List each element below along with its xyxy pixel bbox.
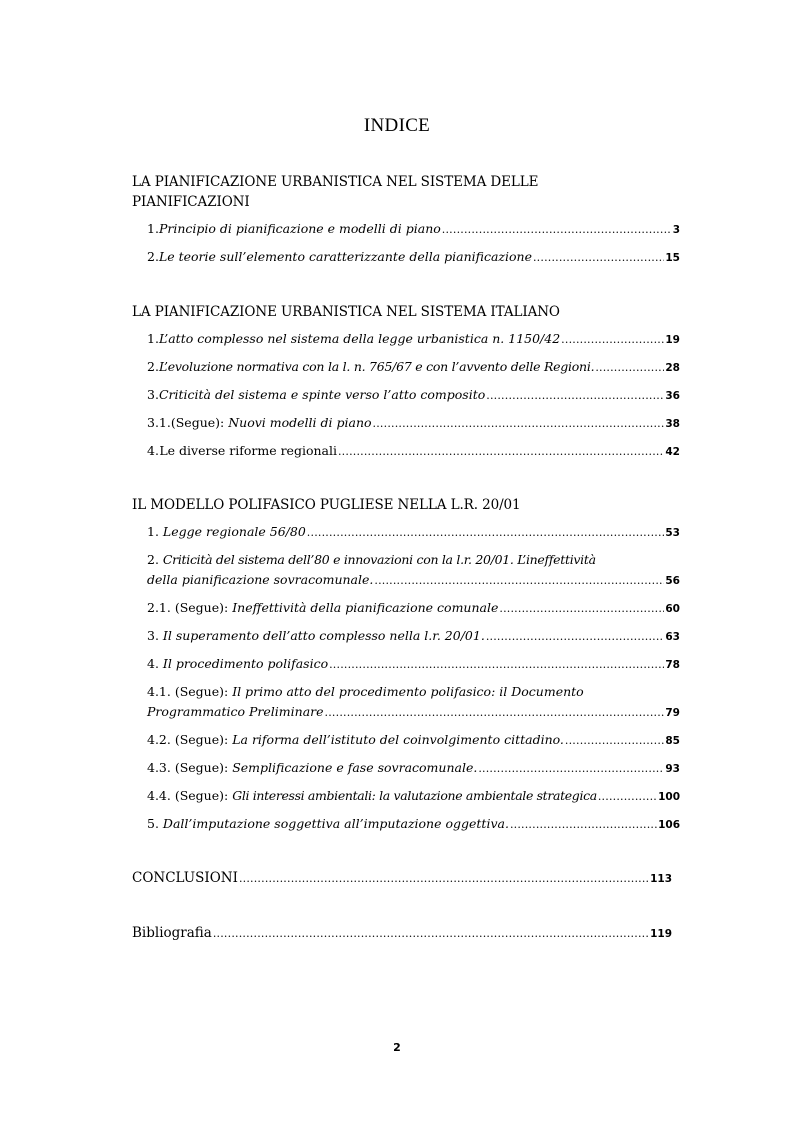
entry-title: Il procedimento polifasico <box>162 656 329 671</box>
toc-entry[interactable] <box>147 522 680 543</box>
toc-entry[interactable] <box>147 758 680 779</box>
entry-number: 2. <box>147 552 159 567</box>
toc-entry[interactable] <box>147 385 680 406</box>
toc-entry[interactable] <box>147 550 680 591</box>
entry-prefix: (Segue): <box>170 415 225 430</box>
dot-leader <box>533 248 664 268</box>
toc-entry-bibliografia[interactable] <box>132 923 672 944</box>
entry-title: Gli interessi ambientali: la valutazione ambientale strategica <box>232 788 597 803</box>
page-number: 2 <box>393 1041 401 1054</box>
toc-entry[interactable] <box>147 730 680 751</box>
toc-entry[interactable] <box>147 786 680 807</box>
toc-entry[interactable] <box>147 357 680 378</box>
entry-title-line: Criticità del sistema dell’80 e innovazioni con la l.r. 20/01. L’ineffettività <box>162 552 596 567</box>
entry-title: Il superamento dell’atto complesso nella l.r. 20/01. <box>162 628 485 643</box>
entry-number: 4. <box>147 656 159 671</box>
entry-number: 4.1. <box>147 684 171 699</box>
dot-leader <box>374 571 664 591</box>
dot-leader <box>510 815 657 835</box>
entry-number: 1. <box>147 524 159 539</box>
entry-prefix: (Segue): <box>174 600 229 615</box>
dot-leader <box>486 627 665 647</box>
entry-page: 19 <box>665 334 680 346</box>
entry-number: 2. <box>147 249 159 264</box>
toc-entry[interactable] <box>147 598 680 619</box>
section-heading-line: IL MODELLO POLIFASICO PUGLIESE NELLA L.R. 20/01 <box>132 497 521 513</box>
toc-entry[interactable] <box>147 626 680 647</box>
entry-page: 56 <box>665 575 680 587</box>
dot-leader <box>373 414 665 434</box>
toc-entry-conclusioni[interactable] <box>132 868 672 889</box>
dot-leader <box>478 759 664 779</box>
dot-leader <box>595 358 664 378</box>
entry-number: 5. <box>147 816 159 831</box>
entry-page: 15 <box>665 252 680 264</box>
entry-title: Legge regionale 56/80 <box>162 524 306 539</box>
entry-title: Le diverse riforme regionali <box>159 443 337 458</box>
dot-leader <box>239 869 649 889</box>
entry-title: Principio di pianificazione e modelli di piano <box>158 221 441 236</box>
entry-page: 28 <box>665 362 680 374</box>
entry-title: Nuovi modelli di piano <box>228 415 372 430</box>
entry-number: 1. <box>147 221 159 236</box>
entry-number: 4.3. <box>147 760 171 775</box>
entry-number: 2. <box>147 359 159 374</box>
toc-entry[interactable] <box>147 329 680 350</box>
entry-page: 93 <box>665 763 680 775</box>
entry-page: 85 <box>665 735 680 747</box>
entry-title: Semplificazione e fase sovracomunale. <box>232 760 478 775</box>
entry-number: 3. <box>147 387 159 402</box>
entry-page: 42 <box>665 446 680 458</box>
section-heading-line: LA PIANIFICAZIONE URBANISTICA NEL SISTEMA ITALIANO <box>132 304 560 320</box>
entry-title: Dall’imputazione soggettiva all’imputazione oggettiva. <box>162 816 509 831</box>
entry-title: Ineffettività della pianificazione comunale <box>232 600 499 615</box>
dot-leader <box>338 442 664 462</box>
entry-number: 3.1. <box>147 415 171 430</box>
entry-page: 53 <box>665 527 680 539</box>
page-title: INDICE <box>363 115 431 136</box>
entry-prefix: (Segue): <box>174 788 229 803</box>
entry-prefix: (Segue): <box>174 760 229 775</box>
toc-entry[interactable] <box>147 441 680 462</box>
entry-title: L’atto complesso nel sistema della legge urbanistica n. 1150/42 <box>158 331 561 346</box>
entry-number: 1. <box>147 331 159 346</box>
entry-title: Programmatico Preliminare <box>147 704 324 719</box>
entry-number: 2.1. <box>147 600 171 615</box>
dot-leader <box>213 924 649 944</box>
entry-page: 36 <box>665 390 680 402</box>
entry-prefix: (Segue): <box>174 684 229 699</box>
entry-number: 4.2. <box>147 732 171 747</box>
dot-leader <box>561 330 664 350</box>
entry-page: 3 <box>672 224 680 236</box>
entry-title: Bibliografia <box>132 925 212 941</box>
entry-title: Criticità del sistema e spinte verso l’atto composito <box>158 387 486 402</box>
entry-page: 78 <box>665 659 680 671</box>
dot-leader <box>499 599 664 619</box>
toc-entry[interactable] <box>147 814 680 835</box>
entry-title-line: Il primo atto del procedimento polifasico: il Documento <box>232 684 584 699</box>
entry-page: 119 <box>650 928 672 940</box>
entry-page: 100 <box>658 791 680 803</box>
entry-page: 38 <box>665 418 680 430</box>
dot-leader <box>486 386 664 406</box>
dot-leader <box>442 220 672 240</box>
dot-leader <box>325 703 665 723</box>
dot-leader <box>307 523 665 543</box>
entry-page: 79 <box>665 707 680 719</box>
toc-entry[interactable] <box>147 654 680 675</box>
entry-title: Le teorie sull’elemento caratterizzante della pianificazione <box>158 249 532 264</box>
dot-leader <box>329 655 664 675</box>
entry-page: 106 <box>658 819 680 831</box>
section-heading <box>132 172 672 212</box>
section-heading-line: PIANIFICAZIONI <box>132 194 250 210</box>
toc-entry[interactable] <box>147 219 680 240</box>
toc-entry[interactable] <box>147 682 680 723</box>
section-heading-line: LA PIANIFICAZIONE URBANISTICA NEL SISTEMA DELLE <box>132 174 539 190</box>
entry-title: La riforma dell’istituto del coinvolgimento cittadino. <box>232 732 564 747</box>
entry-title: CONCLUSIONI <box>132 870 238 886</box>
entry-number: 4. <box>147 443 159 458</box>
entry-number: 3. <box>147 628 159 643</box>
dot-leader <box>565 731 664 751</box>
section-heading <box>132 495 672 515</box>
toc-entry[interactable] <box>147 247 680 268</box>
entry-page: 113 <box>650 873 672 885</box>
toc-entry[interactable] <box>147 413 680 434</box>
entry-prefix: (Segue): <box>174 732 229 747</box>
entry-number: 4.4. <box>147 788 171 803</box>
dot-leader <box>598 787 657 807</box>
entry-page: 63 <box>665 631 680 643</box>
section-heading <box>132 302 672 322</box>
entry-title: L’evoluzione normativa con la l. n. 765/67 e con l’avvento delle Regioni. <box>158 359 595 374</box>
entry-page: 60 <box>665 603 680 615</box>
entry-title: della pianificazione sovracomunale. <box>147 572 374 587</box>
